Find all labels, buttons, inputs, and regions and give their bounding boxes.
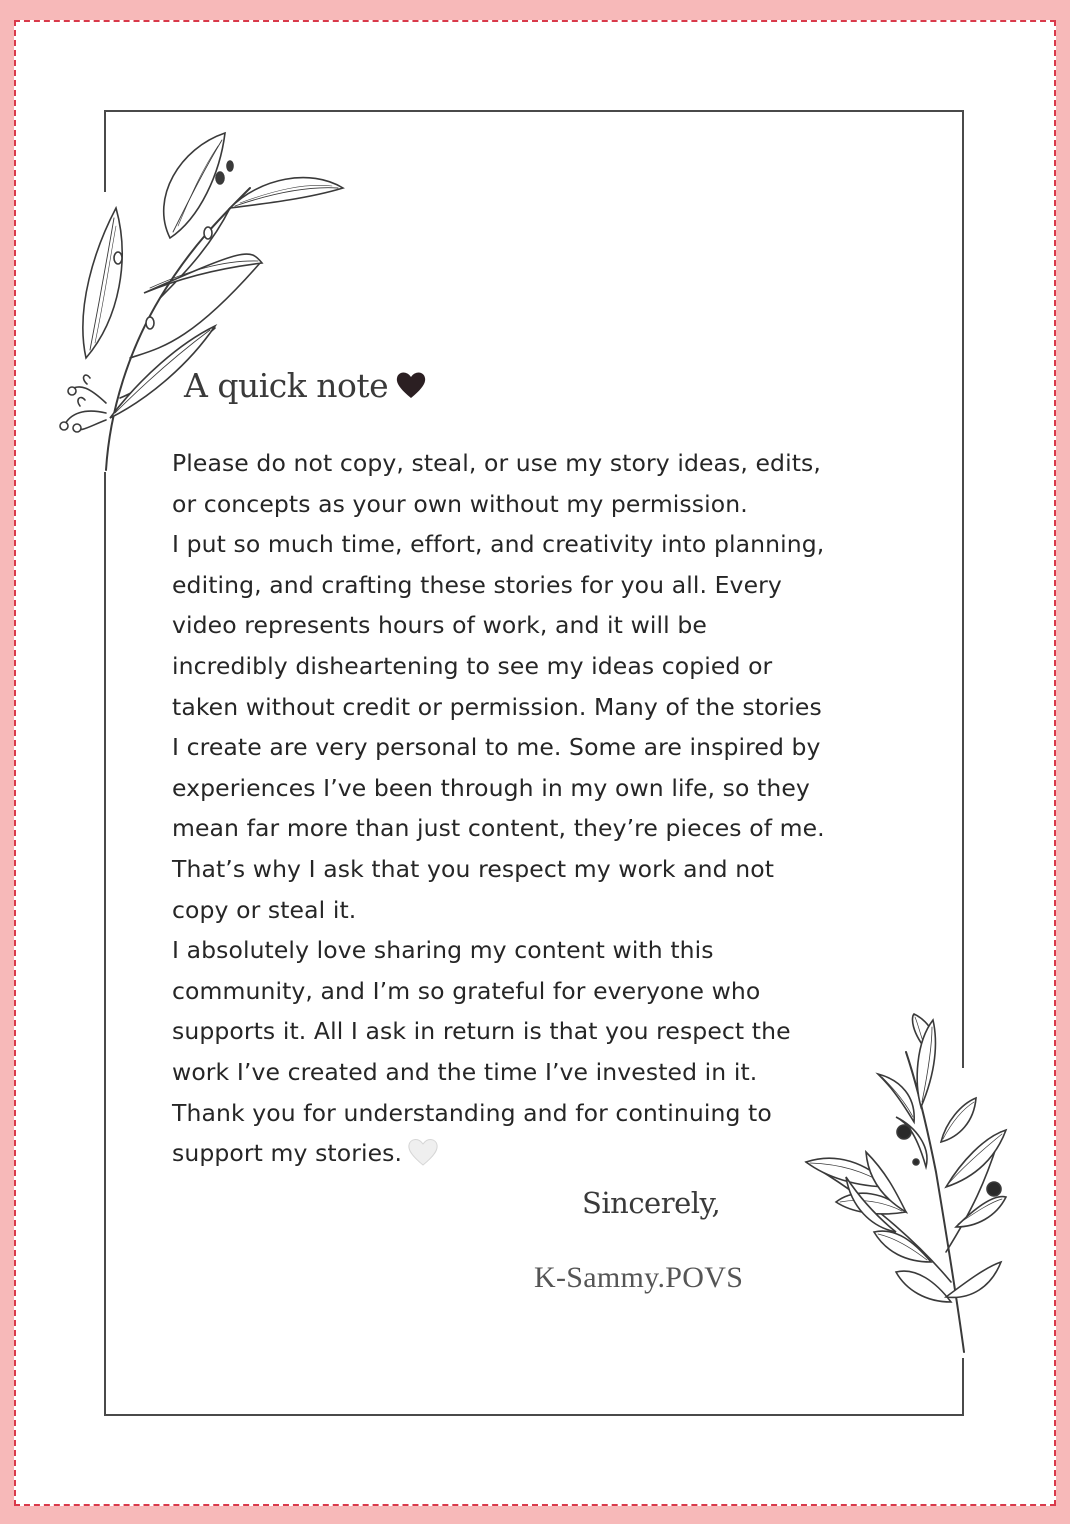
body-line: copy or steal it. xyxy=(172,895,357,924)
signature: K-Sammy.POVS xyxy=(534,1261,744,1294)
body-line-last-text: support my stories. xyxy=(172,1139,403,1168)
body-line: experiences I’ve been through in my own life, so they xyxy=(172,773,810,802)
body-line: incredibly disheartening to see my ideas copied or xyxy=(172,651,773,680)
note-heading-text: A quick note xyxy=(184,366,389,405)
body-line: Please do not copy, steal, or use my story ideas, edits, xyxy=(172,449,821,477)
body-line: video represents hours of work, and it will be xyxy=(172,611,707,640)
body-line: Thank you for understanding and for continuing to xyxy=(172,1098,772,1127)
body-line: taken without credit or permission. Many of the stories xyxy=(172,692,822,721)
body-line: community, and I’m so grateful for everyone who xyxy=(172,976,761,1005)
body-line: supports it. All I ask in return is that you respect the xyxy=(172,1017,791,1046)
body-line: or concepts as your own without my permission. xyxy=(172,489,748,518)
body-line: That’s why I ask that you respect my work and not xyxy=(172,854,775,883)
body-line: editing, and crafting these stories for you all. Every xyxy=(172,570,782,599)
body-line: mean far more than just content, they’re pieces of me. xyxy=(172,814,825,843)
leaf-branch-icon xyxy=(796,1012,1016,1357)
white-heart-icon xyxy=(408,1138,438,1166)
sign-off: Sincerely, xyxy=(582,1186,721,1220)
note-heading xyxy=(184,366,426,405)
body-line: I put so much time, effort, and creativity into planning, xyxy=(172,530,825,559)
body-line: I create are very personal to me. Some are inspired by xyxy=(172,733,821,762)
body-line: I absolutely love sharing my content with this xyxy=(172,936,714,965)
body-line: work I’ve created and the time I’ve invested in it. xyxy=(172,1057,758,1086)
leaf-branch-icon xyxy=(50,128,350,478)
heart-icon xyxy=(396,371,426,399)
